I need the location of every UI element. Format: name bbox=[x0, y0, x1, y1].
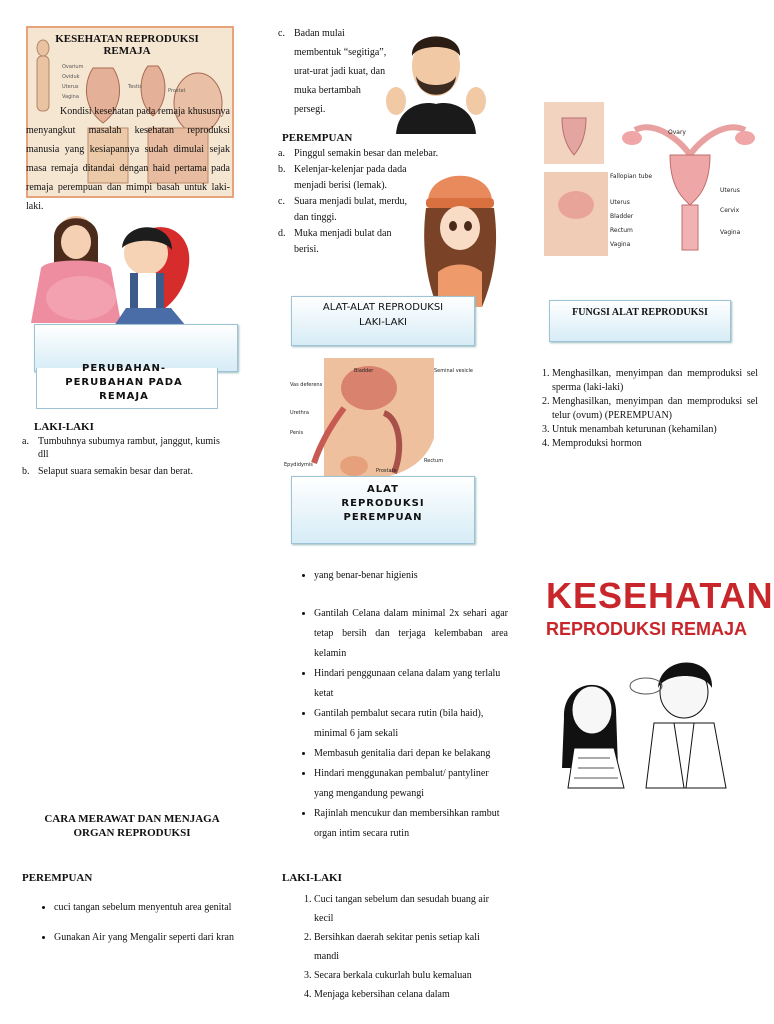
list-item-text: Suara menjadi bulat, merdu, dan tinggi. bbox=[294, 196, 408, 223]
list-item-text: Pinggul semakin besar dan melebar. bbox=[294, 148, 439, 159]
list-item: • cuci tangan sebelum menyentuh area genital bbox=[54, 897, 234, 918]
list-item: • Hindari menggunakan pembalut/ pantyliner yang mengandung pewangi bbox=[314, 764, 508, 804]
anatomy-label: Bladder bbox=[354, 368, 374, 374]
anatomy-label: Urethra bbox=[290, 410, 309, 416]
teen-couple-sketch-image bbox=[554, 648, 744, 788]
list-item-text: Selaput suara semakin besar dan berat. bbox=[38, 466, 193, 477]
anatomy-label: Bladder bbox=[610, 213, 634, 220]
male-reproductive-anatomy-image bbox=[284, 358, 473, 480]
list-item bbox=[278, 226, 408, 258]
list-marker: a. bbox=[278, 148, 285, 159]
female-changes-heading: PEREMPUAN bbox=[282, 132, 353, 144]
list-marker: b. bbox=[278, 164, 286, 175]
female-reproductive-anatomy-image bbox=[540, 100, 760, 262]
list-item: • Gunakan Air yang Mengalir seperti dari kran bbox=[54, 927, 234, 948]
anatomy-label: Uterus bbox=[610, 199, 630, 206]
anatomy-label: Vas deferens bbox=[290, 382, 323, 388]
male-care-heading: LAKI-LAKI bbox=[282, 872, 342, 884]
male-care-list bbox=[298, 890, 494, 1004]
list-item: • Gantilah Celana dalam minimal 2x sehari agar tetap bersih dan terjaga kelembaban area kelamin bbox=[314, 604, 508, 664]
svg-text:Oviduk: Oviduk bbox=[62, 74, 80, 80]
function-title-box bbox=[549, 300, 731, 342]
list-item bbox=[278, 146, 448, 162]
list-item: • Rajinlah mencukur dan membersihkan rambut organ intim secara rutin bbox=[314, 804, 508, 844]
male-change-c bbox=[278, 24, 388, 119]
male-organs-title-box bbox=[291, 296, 475, 346]
svg-text:Uterus: Uterus bbox=[62, 84, 79, 90]
male-organs-title: ALAT-ALAT REPRODUKSI LAKI-LAKI bbox=[322, 302, 444, 328]
anatomy-label: Vagina bbox=[720, 229, 741, 236]
anatomy-label: Cervix bbox=[720, 207, 740, 214]
anatomy-label: Fallopian tube bbox=[610, 173, 653, 180]
female-organs-title: ALAT REPRODUKSI PEREMPUAN bbox=[341, 484, 425, 523]
poster-title: KESEHATAN REPRODUKSI REMAJA bbox=[55, 33, 199, 57]
list-item: 2. Bersihkan daerah sekitar penis setiap kali mandi bbox=[314, 928, 494, 966]
list-marker: c. bbox=[278, 28, 285, 39]
list-marker: b. bbox=[22, 466, 30, 477]
list-item-text: Tumbuhnya subumya rambut, janggut, kumis dll bbox=[38, 436, 220, 460]
cover-title-line-2: REPRODUKSI REMAJA bbox=[546, 619, 748, 639]
list-marker: d. bbox=[278, 228, 286, 239]
female-organs-title-box bbox=[291, 476, 475, 544]
anatomy-label: Rectum bbox=[610, 227, 633, 234]
bearded-man-cartoon-image bbox=[386, 26, 486, 134]
anatomy-label: Ovary bbox=[668, 129, 686, 136]
hygiene-list bbox=[298, 566, 508, 844]
girl-beanie-cartoon-image bbox=[420, 162, 500, 307]
teen-couple-cartoon-image bbox=[26, 208, 192, 328]
svg-text:Testis: Testis bbox=[128, 84, 142, 90]
male-changes-list bbox=[22, 435, 232, 478]
changes-title: PERUBAHAN-PERUBAHAN PADA REMAJA bbox=[65, 363, 183, 402]
care-title: CARA MERAWAT DAN MENJAGA ORGAN REPRODUKSI bbox=[44, 813, 220, 839]
list-marker: a. bbox=[22, 436, 29, 447]
anatomy-label: Uterus bbox=[720, 187, 740, 194]
female-care-heading: PEREMPUAN bbox=[22, 872, 93, 884]
list-item: 3. Untuk menambah keturunan (kehamilan) bbox=[552, 423, 758, 437]
list-item: 2. Menghasilkan, menyimpan dan memproduksi sel telur (ovum) (PEREMPUAN) bbox=[552, 395, 758, 423]
list-item: • yang benar-benar higienis bbox=[314, 566, 508, 586]
list-item: 1. Menghasilkan, menyimpan dan memproduksi sel sperma (laki-laki) bbox=[552, 367, 758, 395]
anatomy-label: Epydidymis bbox=[284, 462, 313, 468]
anatomy-label: Seminal vesicle bbox=[434, 368, 473, 374]
list-item: 4. Menjaga kebersihan celana dalam bbox=[314, 985, 494, 1004]
list-item: • Hindari penggunaan celana dalam yang terlalu ketat bbox=[314, 664, 508, 704]
anatomy-label: Penis bbox=[290, 430, 304, 436]
list-marker: c. bbox=[278, 196, 285, 207]
list-item bbox=[278, 162, 418, 194]
cover-title-line-1: KESEHATAN bbox=[546, 575, 774, 616]
svg-text:Prostat: Prostat bbox=[168, 88, 186, 94]
intro-text: Kondisi kesehatan pada remaja khususnya menyangkut masalah kesehatan reproduksi manusia yang kesiapannya sudah dimulai sejak masa remaja ditandai dengan haid pertama pada remaja perempuan dan mimpi basah untuk laki-laki. bbox=[26, 106, 230, 212]
intro-paragraph bbox=[26, 102, 230, 216]
list-item: • Gantilah pembalut secara rutin (bila haid), minimal 6 jam sekali bbox=[314, 704, 508, 744]
list-item: 1. Cuci tangan sebelum dan sesudah buang air kecil bbox=[314, 890, 494, 928]
female-care-list bbox=[38, 897, 234, 948]
svg-text:Ovarium: Ovarium bbox=[62, 64, 84, 70]
list-item: • Membasuh genitalia dari depan ke belakang bbox=[314, 744, 508, 764]
function-title: FUNGSI ALAT REPRODUKSI bbox=[572, 307, 708, 318]
anatomy-label: Rectum bbox=[424, 458, 444, 464]
list-item-text: Badan mulai membentuk “segitiga”, urat-urat jadi kuat, dan muka bertambah persegi. bbox=[294, 28, 387, 115]
list-item bbox=[278, 194, 408, 226]
male-changes-heading: LAKI-LAKI bbox=[34, 421, 94, 433]
anatomy-label: Prostate bbox=[376, 468, 397, 474]
svg-text:Vagina: Vagina bbox=[62, 94, 79, 100]
list-item-text: Muka menjadi bulat dan berisi. bbox=[294, 228, 392, 255]
list-item bbox=[22, 435, 232, 461]
function-list bbox=[538, 367, 758, 451]
list-item bbox=[22, 465, 232, 478]
list-item: 4. Memproduksi hormon bbox=[552, 437, 758, 451]
list-item-text: Kelenjar-kelenjar pada dada menjadi berisi (lemak). bbox=[294, 164, 407, 191]
anatomy-label: Vagina bbox=[610, 241, 631, 248]
list-item: 3. Secara berkala cukurlah bulu kemaluan bbox=[314, 966, 494, 985]
